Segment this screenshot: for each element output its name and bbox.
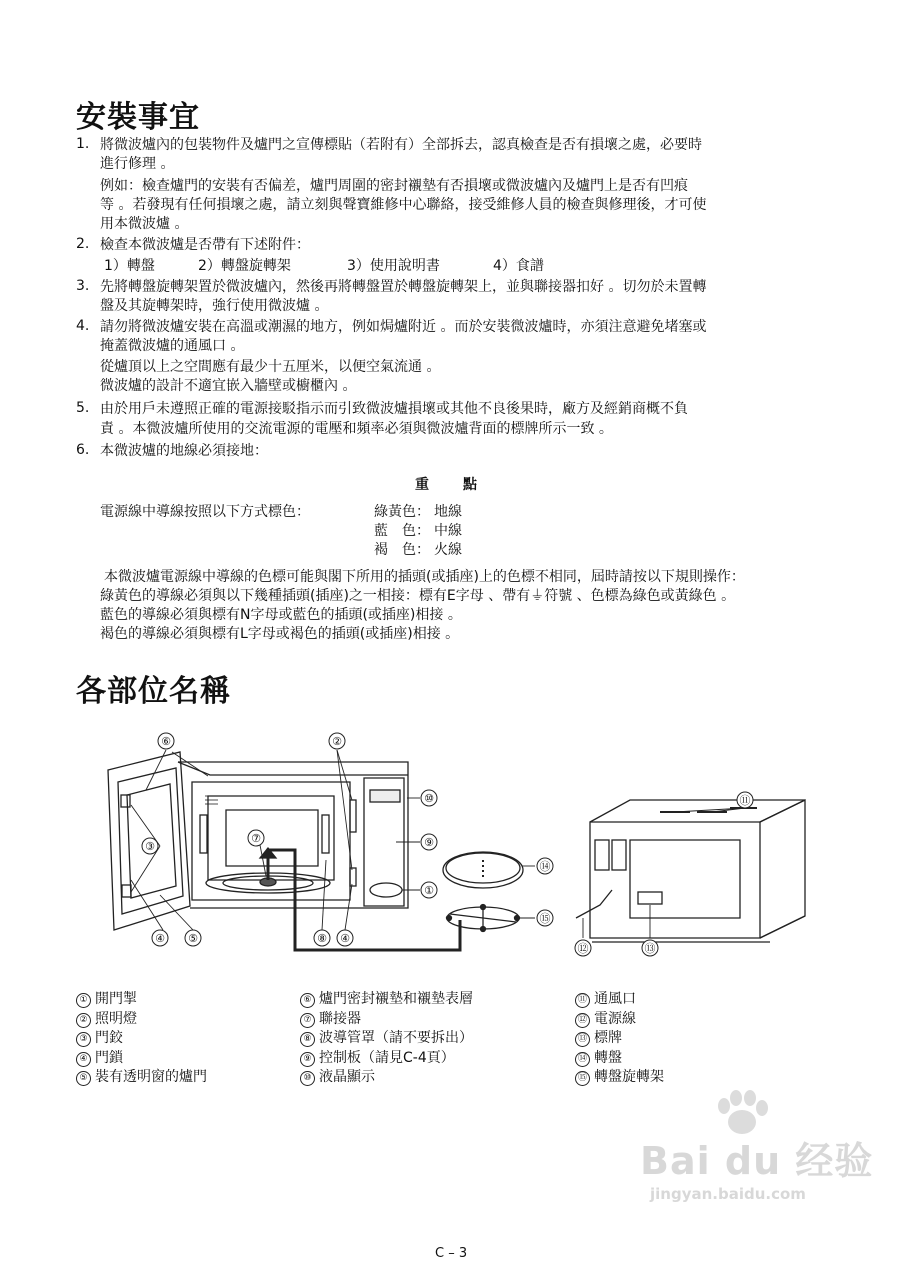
legend-item: ② 照明燈 bbox=[76, 1010, 207, 1030]
svg-text:④: ④ bbox=[340, 932, 350, 945]
paw-icon bbox=[712, 1090, 772, 1140]
item-5-line-1: 由於用戶未遵照正確的電源接駁指示而引致微波爐損壞或其他不良後果時，廠方及經銷商概不負 bbox=[100, 401, 688, 417]
wire-green-yellow-label: 綠黃色： bbox=[374, 504, 430, 520]
svg-text:②: ② bbox=[332, 735, 342, 748]
item-6-line-1: 本微波爐的地線必須接地： bbox=[100, 443, 268, 459]
callout-11 bbox=[737, 792, 753, 808]
callout-15 bbox=[537, 910, 553, 926]
legend-item: ⑮ 轉盤旋轉架 bbox=[575, 1068, 664, 1088]
item-4-line-2: 掩蓋微波爐的通風口 。 bbox=[100, 338, 245, 354]
svg-text:⑧: ⑧ bbox=[317, 932, 327, 945]
callout-2 bbox=[329, 733, 345, 749]
svg-text:⑥: ⑥ bbox=[161, 735, 171, 748]
microwave-rear-view bbox=[576, 800, 805, 942]
callout-13 bbox=[642, 940, 658, 956]
svg-text:⑫: ⑫ bbox=[577, 942, 589, 955]
legend-item: ⑩ 液晶顯示 bbox=[300, 1068, 473, 1088]
item-3-line-1: 先將轉盤旋轉架置於微波爐內，然後再將轉盤置於轉盤旋轉架上，並與聯接器扣好 。切勿於未置轉 bbox=[100, 279, 707, 295]
wire-blue-label: 藍 色： bbox=[374, 523, 430, 539]
callout-14 bbox=[537, 858, 553, 874]
callout-1 bbox=[421, 882, 437, 898]
item-1-line-3: 例如：檢查爐門的安裝有否偏差，爐門周圍的密封襯墊有否損壞或微波爐內及爐門上是否有凹痕 bbox=[100, 178, 688, 194]
callout-7 bbox=[248, 830, 264, 846]
wire-note-4: 褐色的導線必須與標有L字母或褐色的插頭(或插座)相接 。 bbox=[100, 626, 460, 642]
legend-item: ⑦ 聯接器 bbox=[300, 1010, 473, 1030]
callout-3 bbox=[142, 838, 158, 854]
item-4-line-4: 微波爐的設計不適宜嵌入牆壁或櫥櫃內 。 bbox=[100, 378, 357, 394]
item-5-line-2: 責 。本微波爐所使用的交流電源的電壓和頻率必須與微波爐背面的標牌所示一致 。 bbox=[100, 421, 613, 437]
svg-text:⑬: ⑬ bbox=[644, 942, 656, 955]
item-1-line-2: 進行修理 。 bbox=[100, 156, 175, 172]
accessory-4: 4）食譜 bbox=[493, 258, 544, 274]
wire-note-3: 藍色的導線必須與標有N字母或藍色的插頭(或插座)相接 。 bbox=[100, 607, 462, 623]
legend-item: ⑬ 標牌 bbox=[575, 1029, 664, 1049]
svg-text:⑭: ⑭ bbox=[539, 860, 551, 873]
svg-text:⑨: ⑨ bbox=[424, 836, 434, 849]
callout-4b bbox=[337, 930, 353, 946]
svg-text:⑩: ⑩ bbox=[424, 792, 434, 805]
item-number: 4. bbox=[76, 318, 90, 334]
item-2-line-1: 檢查本微波爐是否帶有下述附件： bbox=[100, 237, 310, 253]
item-1-line-5: 用本微波爐 。 bbox=[100, 216, 189, 232]
callout-8 bbox=[314, 930, 330, 946]
wire-color-intro: 電源線中導線按照以下方式標色： bbox=[100, 504, 310, 520]
wire-green-yellow-value: 地線 bbox=[434, 504, 462, 520]
item-number: 2. bbox=[76, 236, 90, 252]
item-1-line-4: 等 。若發現有任何損壞之處，請立刻與聲寶維修中心聯絡，接受維修人員的檢查與修理後，才可使 bbox=[100, 197, 707, 213]
legend-item: ⑭ 轉盤 bbox=[575, 1049, 664, 1069]
svg-text:⑪: ⑪ bbox=[739, 794, 751, 807]
section-title-installation: 安裝事宜 bbox=[76, 100, 200, 135]
wire-brown-label: 褐 色： bbox=[374, 542, 430, 558]
accessory-3: 3）使用說明書 bbox=[347, 258, 440, 274]
roller-ring bbox=[447, 905, 520, 932]
legend-column-1 bbox=[76, 990, 207, 1088]
item-number: 5. bbox=[76, 400, 90, 416]
item-4-line-1: 請勿將微波爐安裝在高溫或潮濕的地方，例如焗爐附近 。而於安裝微波爐時，亦須注意避免堵塞或 bbox=[100, 319, 707, 335]
item-1-line-1: 將微波爐內的包裝物件及爐門之宣傳標貼（若附有）全部拆去，認真檢查是否有損壞之處，必要時 bbox=[100, 137, 702, 153]
legend-item: ① 開門掣 bbox=[76, 990, 207, 1010]
section-title-parts: 各部位名稱 bbox=[76, 674, 231, 709]
legend-column-3 bbox=[575, 990, 664, 1088]
watermark-logo bbox=[640, 1130, 873, 1203]
item-4-line-3: 從爐頂以上之空間應有最少十五厘米，以便空氣流通 。 bbox=[100, 359, 441, 375]
legend-column-2 bbox=[300, 990, 473, 1088]
legend-item: ⑥ 爐門密封襯墊和襯墊表層 bbox=[300, 990, 473, 1010]
callouts bbox=[142, 733, 753, 956]
legend-item: ⑤ 裝有透明窗的爐門 bbox=[76, 1068, 207, 1088]
svg-text:③: ③ bbox=[145, 840, 155, 853]
callout-10 bbox=[421, 790, 437, 806]
item-3-line-2: 盤及其旋轉架時，強行使用微波爐 。 bbox=[100, 298, 329, 314]
accessory-1: 1）轉盤 bbox=[104, 258, 155, 274]
page-number: C – 3 bbox=[435, 1246, 468, 1261]
legend-item: ④ 門鎖 bbox=[76, 1049, 207, 1069]
item-number: 1. bbox=[76, 136, 90, 152]
svg-text:④: ④ bbox=[155, 932, 165, 945]
legend-item: ⑧ 波導管罩（請不要拆出） bbox=[300, 1029, 473, 1049]
legend-item: ⑪ 通風口 bbox=[575, 990, 664, 1010]
callout-12 bbox=[575, 940, 591, 956]
watermark-brand: Bai du 经验 bbox=[640, 1139, 874, 1183]
svg-text:⑤: ⑤ bbox=[188, 932, 198, 945]
watermark-url: jingyan.baidu.com bbox=[650, 1185, 806, 1203]
callout-5 bbox=[185, 930, 201, 946]
legend-item: ⑫ 電源線 bbox=[575, 1010, 664, 1030]
important-title: 重 點 bbox=[415, 477, 479, 493]
accessory-2: 2）轉盤旋轉架 bbox=[198, 258, 291, 274]
legend-item: ⑨ 控制板（請見C-4頁） bbox=[300, 1049, 473, 1069]
callout-6 bbox=[158, 733, 174, 749]
item-number: 6. bbox=[76, 442, 90, 458]
svg-text:①: ① bbox=[424, 884, 434, 897]
svg-text:⑦: ⑦ bbox=[251, 832, 261, 845]
legend-item: ③ 門鉸 bbox=[76, 1029, 207, 1049]
wire-blue-value: 中線 bbox=[434, 523, 462, 539]
item-number: 3. bbox=[76, 278, 90, 294]
svg-text:⑮: ⑮ bbox=[539, 912, 551, 925]
wire-note-2: 綠黃色的導線必須與以下幾種插頭(插座)之一相接：標有E字母 、帶有⏚符號 、色標為綠色或黃綠色 。 bbox=[100, 588, 736, 604]
wire-brown-value: 火線 bbox=[434, 542, 462, 558]
callout-4a bbox=[152, 930, 168, 946]
wire-note-1: 本微波爐電源線中導線的色標可能與閣下所用的插頭(或插座)上的色標不相同，屆時請按以下規則操作： bbox=[104, 569, 745, 585]
callout-9 bbox=[421, 834, 437, 850]
